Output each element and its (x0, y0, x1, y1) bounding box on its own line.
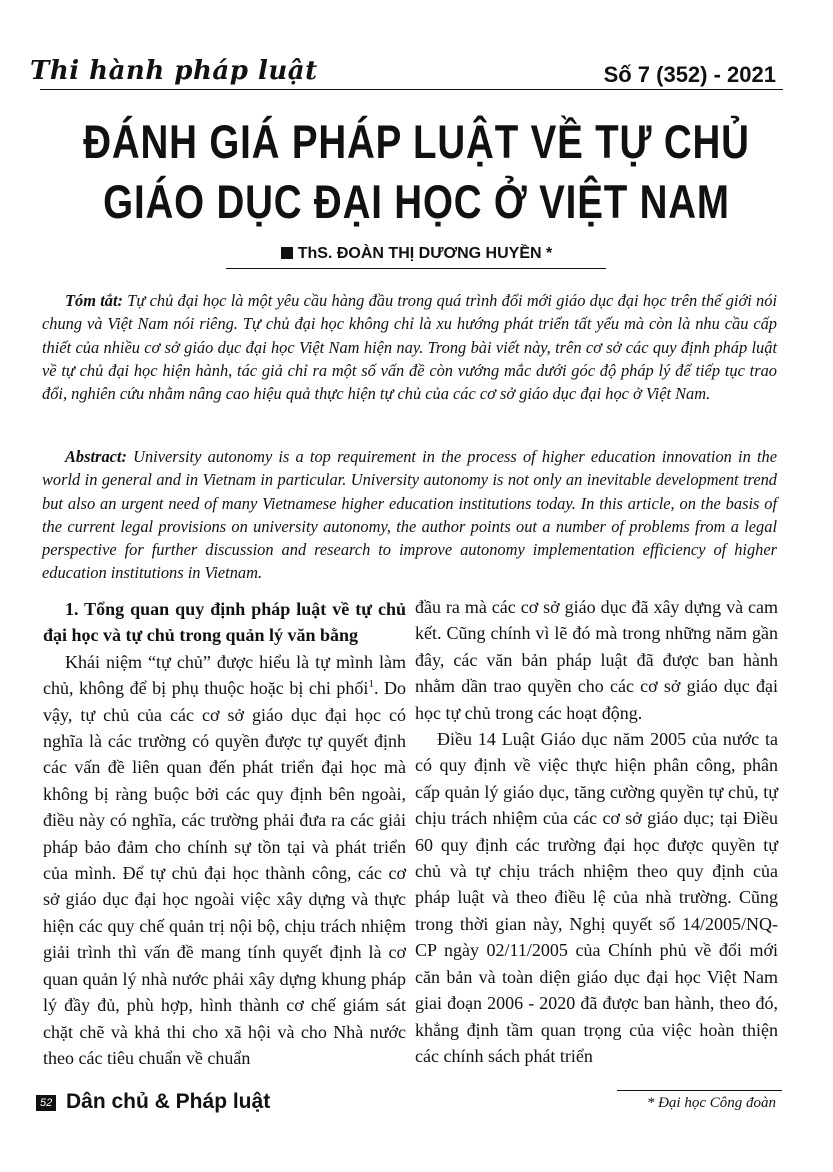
author-name: ThS. ĐOÀN THỊ DƯƠNG HUYỀN * (297, 245, 553, 262)
abstract-vn-label: Tóm tắt: (65, 291, 123, 310)
body-paragraph (43, 649, 406, 1072)
abstract-english (42, 445, 777, 585)
body-paragraph: đầu ra mà các cơ sở giáo dục đã xây dựng và cam kết. Cũng chính vì lẽ đó mà trong những năm gần đây, các văn bản pháp luật đã được ban hành nhằm dần trao quyền cho các cơ sở giáo dục đại học tự chủ trong các hoạt động. (415, 597, 778, 723)
section-heading: 1. Tổng quan quy định pháp luật về tự chủ đại học và tự chủ trong quản lý văn bằng (43, 599, 406, 646)
abstract-vn-text: Tự chủ đại học là một yêu cầu hàng đầu trong quá trình đổi mới giáo dục đại học trên thế giới nói chung và Việt Nam nói riêng. Tự chủ đại học không chỉ là xu hướng phát triển tất yếu mà còn là nhu cầu cấp thiết của nhiều cơ sở giáo dục đại học Việt Nam hiện nay. Trong bài viết này, trên cơ sở các quy định pháp luật về tự chủ đại học hiện hành, tác giả chỉ ra một số vấn đề còn vướng mắc dưới góc độ pháp lý để tiếp tục trao đổi, nghiên cứu nhằm nâng cao hiệu quả thực hiện tự chủ của các cơ sở giáo dục đại học ở Việt Nam. (42, 291, 777, 404)
article-title (75, 112, 758, 232)
paragraph-text-cont: . Do vậy, tự chủ của các cơ sở giáo dục đại học có nghĩa là các trường có quyền được tự quyết định các vấn đề liên quan đến phát triển đại học mà không bị ràng buộc bởi các quy định bên ngoài, điều này có nghĩa, các trường phải đưa ra các giải pháp bảo đảm cho chính sự tồn tại và phát triển của mình. Để tự chủ đại học thành công, các cơ sở giáo dục đại học ngoài việc xây dựng và thực hiện các quy chế quản trị nội bộ, chịu trách nhiệm giải trình thì vấn đề mang tính quyết định là cơ quan quản lý nhà nước phải xây dựng khung pháp lý đầy đủ, phù hợp, hình thành cơ chế giám sát chặt chẽ và khả thi cho xã hội và cho Nhà nước theo các tiêu chuẩn về chuẩn (43, 678, 406, 1068)
author-footnote: * Đại học Công đoàn (646, 1095, 776, 1111)
footnote-ref[interactable]: 1 (368, 678, 374, 691)
title-line-2: GIÁO DỤC ĐẠI HỌC Ở VIỆT NAM (103, 175, 730, 228)
title-line-1: ĐÁNH GIÁ PHÁP LUẬT VỀ TỰ CHỦ (83, 115, 750, 168)
abstract-vietnamese (42, 289, 777, 405)
right-column (415, 594, 778, 1069)
square-bullet-icon (281, 247, 293, 259)
footnote-divider (617, 1090, 782, 1091)
paragraph-text: Khái niệm “tự chủ” được hiểu là tự mình làm chủ, không để bị phụ thuộc hoặc bị chi phối (43, 651, 406, 699)
section-name: Thi hành pháp luật (30, 56, 318, 86)
abstract-en-label: Abstract: (65, 447, 127, 466)
page-number: 52 (36, 1095, 56, 1111)
issue-number: Số 7 (352) - 2021 (603, 62, 776, 87)
left-column (43, 596, 406, 1071)
magazine-name: Dân chủ & Pháp luật (66, 1090, 271, 1113)
abstract-en-text: University autonomy is a top requirement in the process of higher education innovation in the world in general and in Vietnam in particular. University autonomy is not only an inevitable development trend but also an urgent need of many Vietnamese higher education institutions today. In this article, on the basis of the current legal provisions on university autonomy, the author points out a number of problems from a legal perspective for further discussion and research to improve autonomy implementation efficiency of higher education institutions in Vietnam. (42, 447, 777, 583)
body-paragraph: Điều 14 Luật Giáo dục năm 2005 của nước ta có quy định về việc thực hiện phân công, phân cấp quản lý giáo dục, tăng cường quyền tự chủ, tự chịu trách nhiệm của các cơ sở giáo dục; tại Điều 60 quy định các trường đại học được quyền tự chủ và tự chịu trách nhiệm theo quy định của pháp luật và theo điều lệ của nhà trường. Cũng trong thời gian này, Nghị quyết số 14/2005/NQ-CP ngày 02/11/2005 của Chính phủ về đổi mới căn bản và toàn diện giáo dục đại học Việt Nam giai đoạn 2006 - 2020 đã được ban hành, theo đó, khẳng định tầm quan trọng của việc hoàn thiện các chính sách phát triển (415, 729, 778, 1066)
header-divider (40, 89, 783, 90)
author-divider (226, 268, 606, 269)
author-byline (0, 245, 833, 263)
